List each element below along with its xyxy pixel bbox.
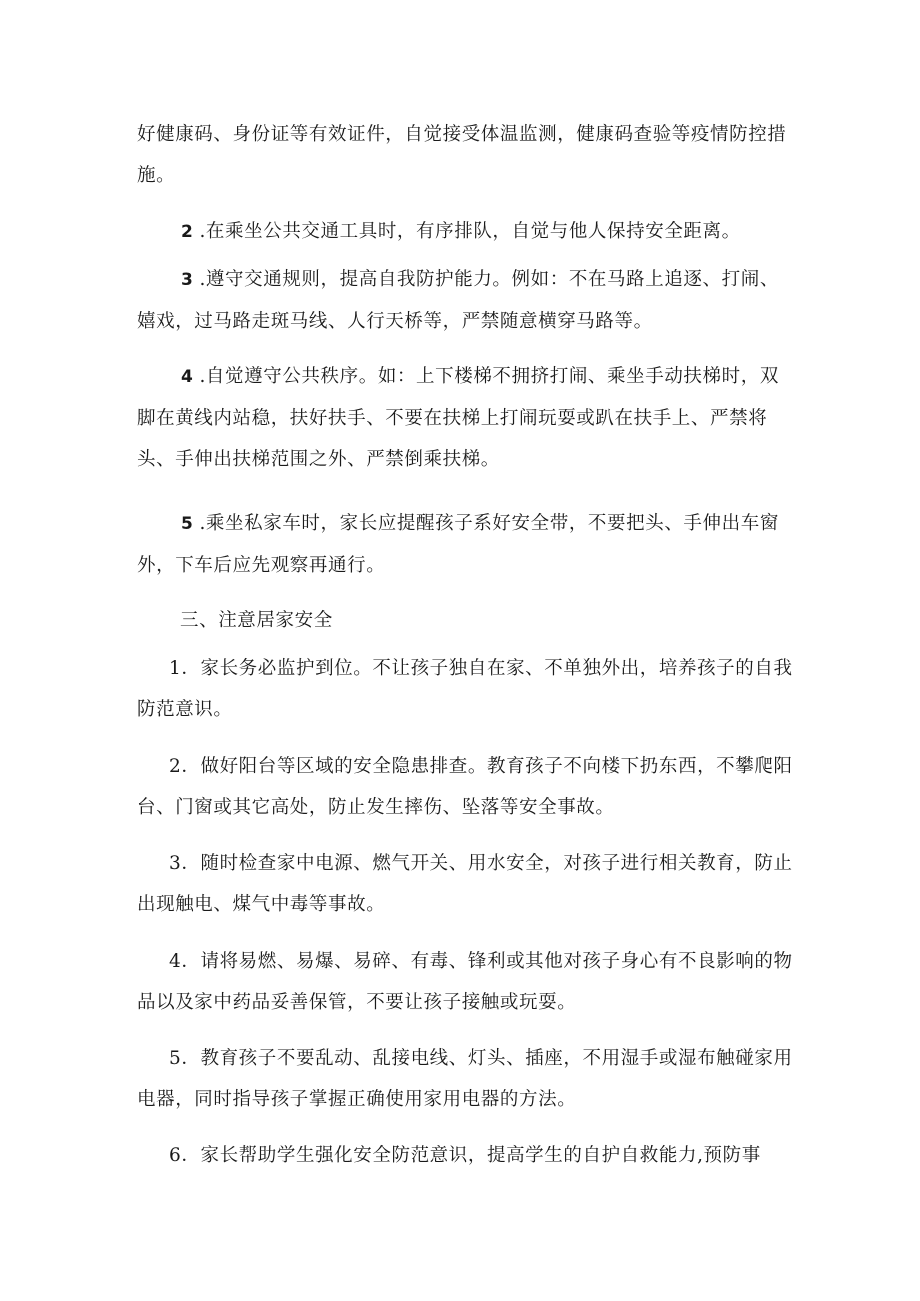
section-heading-home-safety: 三、注意居家安全: [180, 610, 333, 631]
paragraph-public-transport: [137, 211, 797, 253]
paragraph-home-2: 2．做好阳台等区域的安全隐患排查。教育孩子不向楼下扔东西，不攀爬阳台、门窗或其它高处，防止发生摔伤、坠落等安全事故。: [137, 756, 793, 818]
paragraph-traffic-rules: [137, 259, 797, 342]
paragraph-text: .遵守交通规则，提高自我防护能力。例如：不在马路上追逐、打闹、嬉戏，过马路走斑马线、人行天桥等，严禁随意横穿马路等。: [137, 269, 779, 332]
paragraph-text: .自觉遵守公共秩序。如：上下楼梯不拥挤打闹、乘坐手动扶梯时，双脚在黄线内站稳，扶好扶手、不要在扶梯上打闹玩耍或趴在扶手上、严禁将头、手伸出扶梯范围之外、严禁倒乘扶梯。: [137, 366, 779, 470]
paragraph-home-1: 1．家长务必监护到位。不让孩子独自在家、不单独外出，培养孩子的自我防范意识。: [137, 658, 793, 720]
list-number: 5: [181, 514, 194, 534]
paragraph-text: .在乘坐公共交通工具时，有序排队，自觉与他人保持安全距离。: [199, 221, 741, 242]
paragraph-public-order: [137, 356, 797, 480]
paragraph-text: .乘坐私家车时，家长应提醒孩子系好安全带，不要把头、手伸出车窗外，下车后应先观察再通行。: [137, 513, 779, 576]
list-number: 4: [181, 367, 194, 387]
list-number: 3: [181, 270, 194, 290]
list-number: 2: [181, 222, 194, 242]
paragraph-health-code: 好健康码、身份证等有效证件，自觉接受体温监测，健康码查验等疫情防控措施。: [137, 124, 787, 186]
paragraph-home-5: 5．教育孩子不要乱动、乱接电线、灯头、插座，不用湿手或湿布触碰家用电器，同时指导孩子掌握正确使用家用电器的方法。: [137, 1048, 793, 1110]
paragraph-home-3: 3．随时检查家中电源、燃气开关、用水安全，对孩子进行相关教育，防止出现触电、煤气中毒等事故。: [137, 853, 793, 915]
paragraph-home-6: 6．家长帮助学生强化安全防范意识，提高学生的自护自救能力,预防事: [169, 1145, 761, 1166]
paragraph-home-4: 4．请将易燃、易爆、易碎、有毒、锋利或其他对孩子身心有不良影响的物品以及家中药品妥善保管，不要让孩子接触或玩耍。: [137, 951, 793, 1013]
paragraph-private-car: [137, 503, 797, 586]
